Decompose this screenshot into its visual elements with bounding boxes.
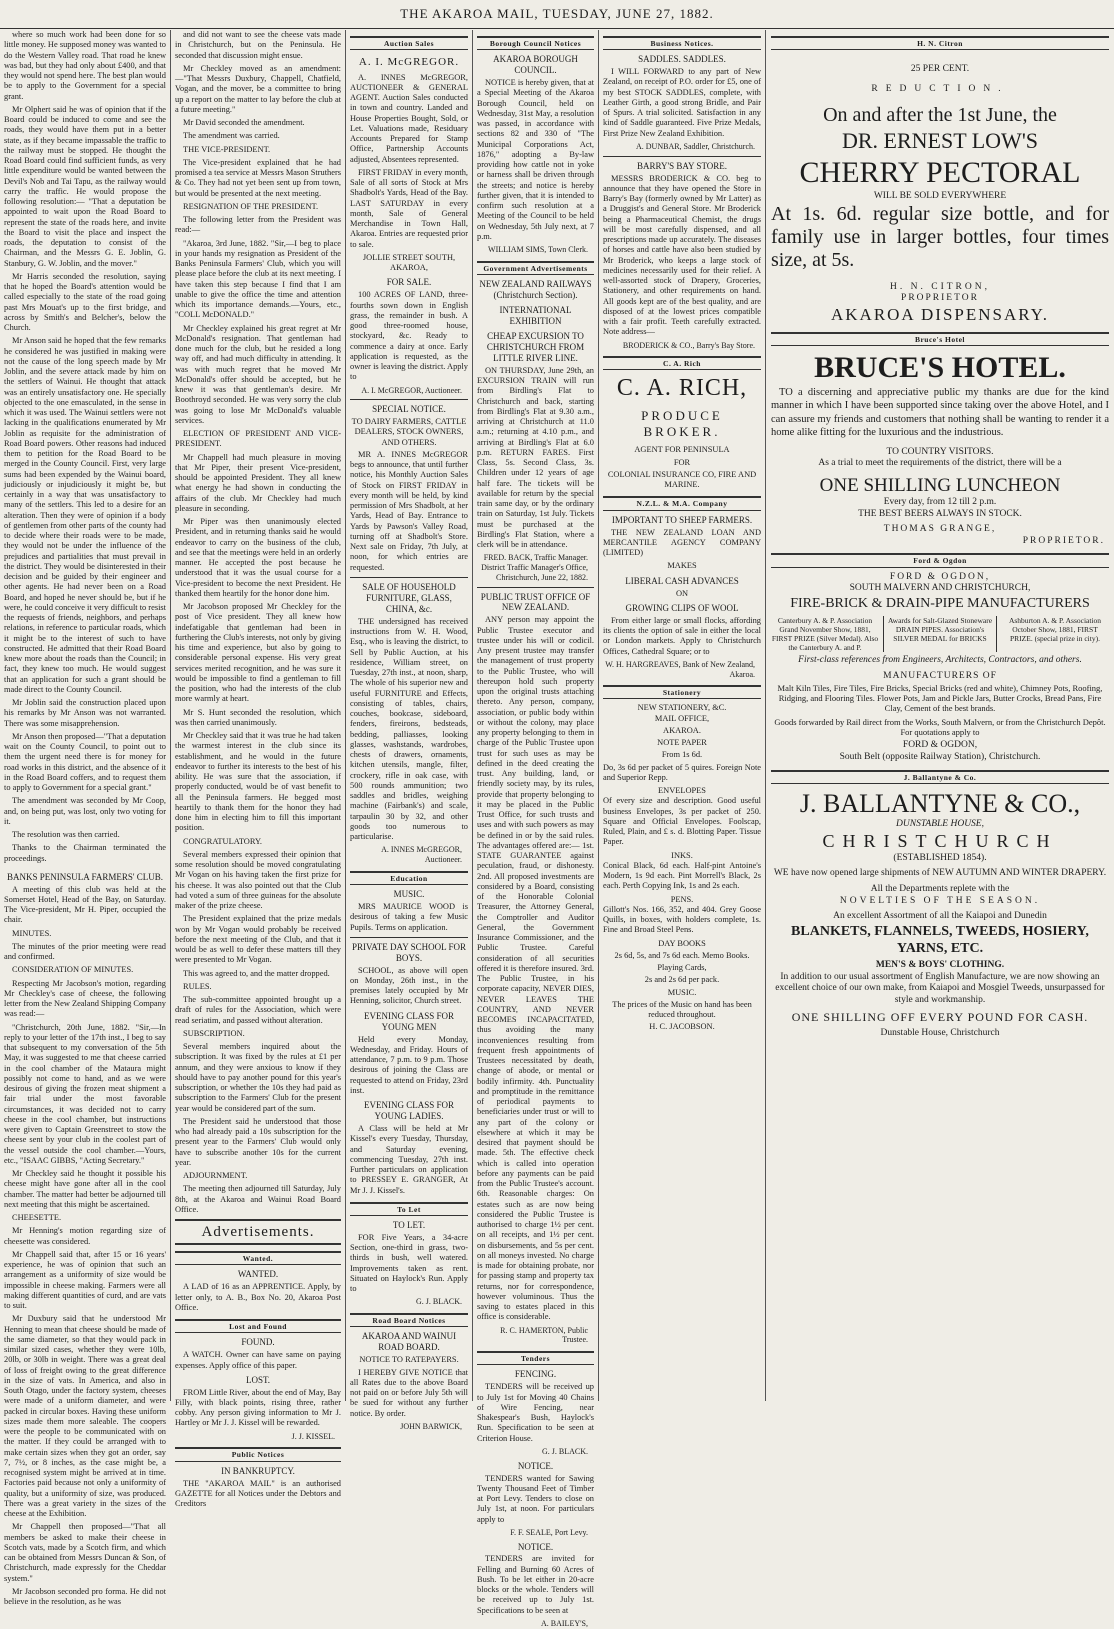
- excellent-text: An excellent Assortment of all the Kaiapoi and Dunedin: [833, 911, 1047, 922]
- article-paragraph: Mr Jacobson seconded pro forma. He did not believe in the resolution, as he was: [4, 1586, 166, 1607]
- cheap-signature: FRED. BACK, Traffic Manager. District Traffic Manager's Office, Christchurch, June 22, 1882.: [481, 553, 588, 582]
- country-heading: TO COUNTRY VISITORS.: [886, 446, 994, 457]
- manufacturers-heading: MANUFACTURERS OF: [883, 670, 997, 681]
- section-auction: Auction Sales: [350, 36, 468, 50]
- section-public-notices: Public Notices: [175, 1447, 341, 1461]
- section-bruce: Bruce's Hotel: [771, 332, 1109, 346]
- evening2-heading: EVENING CLASS FOR YOUNG LADIES.: [363, 1100, 454, 1122]
- article-paragraph: Mr Chappell said that, after 15 or 16 years' experience, he was of opinion that such an arrangement as a uniformity of size would be impossible in cheese making. Farmers were all making different quantities of curd, and are vats to suit.: [4, 1249, 166, 1311]
- inks-text: Conical Black, 6d each. Half-pint Antoine's Modern, 1s 9d each. Pint Morrell's Black, 2s each. Perth Copying Ink, 1s and 2s each.: [603, 860, 761, 891]
- borough-text: NOTICE is hereby given, that at a Special Meeting of the Akaroa Borough Council, held on Wednesday, 31st May, a resolution was passed, in accordance with sections 82 and 330 of "The Municipal Corporations Act, 1876," adopting a By-law providing how cattle not in yoke or harness shall be driven through the streets; and notice is hereby further given, that it is intended to confirm such resolution at a Meeting of the Council to be held on Wednesday, 5th July next, at 7 p.m.: [477, 78, 594, 241]
- masthead: THE AKAROA MAIL, TUESDAY, JUNE 27, 1882.: [0, 0, 1114, 29]
- nzlma-makes: MAKES: [667, 561, 697, 571]
- tolet-text: FOR Five Years, a 34-acre Section, one-third in grass, two-thirds in bush, well watered. Improvements taken as rent. Situated on Haylock's Run. Apply to: [350, 1232, 468, 1294]
- column-2: [175, 30, 341, 1509]
- cherry-pectoral-heading: CHERRY PECTORAL: [799, 155, 1081, 189]
- stationery-heading: NEW STATIONERY, &C.: [637, 703, 727, 713]
- road-heading: AKAROA AND WAINUI ROAD BOARD.: [361, 1331, 457, 1353]
- article-paragraph: Mr Checkley said that it was true he had taken the warmest interest in the club since its establishment, and he would in the future endeavor to further its interests to the best of his ability. He was sure that the association, if properly conducted, would be of vast benefit to all the Peninsula farmers. He begged most heartily to thank them for the honor they had done him in electing him to fill this important position.: [175, 731, 341, 833]
- day-books-heading: DAY BOOKS: [658, 938, 706, 948]
- cheap-text: ON THURSDAY, June 29th, an EXCURSION TRAIN will run from Birdling's Flat to Christchurch and back, starting from Birdling's Flat at 9.30 a.m., arriving at Christchurch at 11.0 a.m.; returning at 4.10 p.m., and arriving at Birdling's Flat at 6.0 p.m. RETURN FARES. First Class, 5s. Second Class, 3s. Children under 12 years of age half fare. The tickets will be available for return by the special train same day, or by the ordinary train on Saturday, 1st July. Tickets must be purchased at the Birdling's Flat Station, where a clerk will be in attendance.: [477, 365, 594, 549]
- rich-heading: C. A. RICH,: [616, 375, 748, 402]
- section-ballantyne: J. Ballantyne & Co.: [771, 770, 1109, 784]
- article-paragraph: This was agreed to, and the matter dropped.: [183, 968, 330, 978]
- mcgregor-heading: A. I. McGREGOR.: [358, 56, 460, 69]
- household-heading: SALE OF HOUSEHOLD FURNITURE, GLASS, CHINA, &c.: [362, 581, 456, 614]
- note-paper-text: Do, 3s 6d per packet of 5 quires. Foreign Note and Superior Repp.: [603, 762, 761, 782]
- evening-heading: EVENING CLASS FOR YOUNG MEN: [363, 1010, 454, 1032]
- article-paragraph: Several members expressed their opinion that some resolution should be moved congratulating Mr Vogan on his having taken the first prize for his cheese. It was also pointed out that the Club had voted a sum of three guineas for the absolute maker of the prize cheese.: [175, 849, 341, 910]
- first-class-text: First-class references from Engineers, Architects, Contractors, and others.: [798, 655, 1082, 666]
- school-heading: PRIVATE DAY SCHOOL FOR BOYS.: [351, 941, 467, 963]
- nzlma-text: THE NEW ZEALAND LOAN AND MERCANTILE AGENCY COMPANY (LIMITED): [603, 527, 761, 558]
- envelopes-heading: ENVELOPES: [658, 786, 706, 796]
- friday-text: FIRST FRIDAY in every month, Sale of all sorts of Stock at Mrs Shadbolt's Yards, Head of the Bay. LAST SATURDAY in every month, Sale of General Merchandise in Town Hall, Akaroa. Entries are requested prior to sale.: [350, 167, 468, 249]
- music-text: MRS MAURICE WOOD is desirous of taking a few Music Pupils. Terms on application.: [350, 902, 468, 932]
- article-paragraph: Mr Chappell had much pleasure in moving that Mr Piper, their present Vice-president, should be appointed President. They all knew what energy he had shown in conducting the affairs of the club. Mr Checkley had much pleasure in seconding.: [175, 452, 341, 513]
- music-heading: MUSIC.: [393, 889, 425, 900]
- article-paragraph: RESIGNATION OF THE PRESIDENT.: [183, 201, 319, 211]
- mens-clothing-heading: MEN'S & BOYS' CLOTHING.: [875, 959, 1005, 970]
- article-paragraph: "Christchurch, 20th June, 1882. "Sir,—In reply to your letter of the 17th inst., I beg to say that subsequent to my conversation of the 5th May, it was suggested to me that cheese carried in the cool chamber of the Mataura might possibly not come to hand, and as we were desirous of giving the frozen meat shipment a fair trial under the most favorable circumstances, it was decided not to carry cheese in the cool chamber, but instructions were given to Captain Greenstreet to stow the cheese sent by your club in the coolest part of the vessel outside the cool chamber.—Yours, etc., "ISAAC GIBBS, "Acting Secretary.": [4, 1022, 166, 1165]
- lost-signature: J. J. KISSEL.: [291, 1431, 335, 1441]
- school-text: SCHOOL, as above will open on Monday, 26th inst., in the premises lately occupied by Mr Henning, solicitor, Church street.: [350, 965, 468, 1006]
- article-paragraph: The minutes of the prior meeting were read and confirmed.: [4, 941, 166, 962]
- article-farmers-club-cont: [175, 30, 341, 1215]
- jacobson-signature: H. C. JACOBSON.: [649, 1022, 715, 1032]
- section-nzlma: N.Z.L. & M.A. Company: [603, 496, 761, 510]
- fencing-heading: FENCING.: [514, 1369, 557, 1380]
- shilling-off-heading: ONE SHILLING OFF EVERY POUND FOR CASH.: [791, 1010, 1089, 1025]
- article-paragraph: The resolution was then carried.: [12, 830, 120, 839]
- article-paragraph: Mr Duxbury said that he understood Mr Henning to mean that cheese should be made of the same diameter, so that they would pack in similar sized cases, whether they were 10lb, 20lb, or 30lb in weight. There was a great deal of loss of freight owing to the great difference in the size of vats. In America, and also in South Otago, under the factory system, cheeses were made of a uniform diameter, and were packed in circular boxes. Having these uniform sizes made them more saleable. The coopers were the people to be communicated with on the matter. If they could be arranged with to make certain sizes when they got an order, say 7, 7½, or 8 inches, as the case might be, a recognised system might be arrived at in time. Factories paid because not only a uniformity of quality, but a uniformity of size, was produced. There was a great variety in the sizes of the cheese at the Exhibition.: [4, 1314, 166, 1519]
- article-paragraph: ADJOURNMENT.: [183, 1171, 248, 1180]
- railway-heading: NEW ZEALAND RAILWAYS (Christchurch Section).: [479, 278, 592, 300]
- section-tenders: Tenders: [477, 1351, 594, 1365]
- bankruptcy-heading: IN BANKRUPTCY.: [221, 1465, 295, 1476]
- column-6: [771, 30, 1109, 1401]
- intl-heading: INTERNATIONAL EXHIBITION: [499, 304, 572, 326]
- music-text: The prices of the Music on hand has been reduced throughout.: [612, 999, 752, 1020]
- award-left: Canterbury A. & P. Association Grand November Show, 1881, FIRST PRIZE (Silver Medal). Also the Canterbury A. and P.: [771, 615, 879, 653]
- dunstable-bottom-heading: Dunstable House, Christchurch: [880, 1027, 1000, 1038]
- divider: [477, 587, 594, 588]
- mens-clothing-text: In addition to our usual assortment of English Manufacture, we are now showing an excellent choice of our own make, from Kaiapoi and Mosgiel Tweeds, unsurpassed for style and workmanship.: [775, 971, 1105, 1005]
- article-paragraph: SUBSCRIPTION.: [183, 1028, 245, 1038]
- established-text: (ESTABLISHED 1854).: [893, 852, 987, 863]
- column-rule: [765, 30, 766, 1401]
- ford-heading: FORD & OGDON,: [889, 571, 991, 582]
- notice2-heading: NOTICE.: [517, 1541, 554, 1552]
- note-paper-price: From 1s 6d.: [661, 750, 703, 760]
- notice-text: TENDERS wanted for Sawing Twenty Thousand Feet of Timber at Port Levy. Tenders to close on July 1st, at noon. For particulars apply to: [477, 1473, 594, 1524]
- country-text: As a trial to meet the requirements of the district, there will be a: [818, 458, 1062, 469]
- article-paragraph: The sub-committee appointed brought up a draft of rules for the Association, which were read seriatim, and passed without alteration.: [175, 995, 341, 1025]
- section-borough: Borough Council Notices: [477, 36, 594, 50]
- saddles-heading: SADDLES. SADDLES.: [638, 54, 726, 65]
- nzlma-wool: GROWING CLIPS OF WOOL: [625, 602, 739, 613]
- divider: [603, 156, 761, 157]
- saddles-signature: A. DUNBAR, Saddler, Christchurch.: [636, 141, 755, 151]
- article-paragraph: Thanks to the Chairman terminated the proceedings.: [4, 843, 166, 863]
- section-road-board: Road Board Notices: [350, 1313, 468, 1327]
- novelties-heading: NOVELTIES OF THE SEASON.: [839, 895, 1041, 906]
- section-to-let: To Let: [350, 1202, 468, 1216]
- article-paragraph: "Akaroa, 3rd June, 1882. "Sir,—I beg to place in your hands my resignation as President of the Banks Peninsula Farmers' Club, which you will please place before the club at its next meeting. I have taken this step because I find that I am unable to give the office the time and attention which its importance demands.—Yours, etc., "COLL McDONALD.": [175, 238, 341, 320]
- article-paragraph: and did not want to see the cheese vats made in Christchurch, but on the Peninsula. He seconded that discussion might ensue.: [175, 30, 341, 60]
- mail-office-location: AKAROA.: [663, 725, 701, 735]
- article-paragraph: Mr S. Hunt seconded the resolution, which was then carried unanimously.: [175, 707, 341, 727]
- household-text: THE undersigned has received instructions from W. H. Wood, Esq., who is leaving the district, to Sell by Public Auction, at his residence, William street, on Tuesday, 27th inst., at noon, sharp, The whole of his superior new and useful FURNITURE and Effects, consisting of tables, chairs, couches, bookcase, sideboard, fenders, fireirons, bedsteads, bedding, palliasses, looking glasses, washstands, wardrobes, chests of drawers, ornaments, kitchen utensils, mangle, filter, crockery, rifle in oak case, with 500 rounds ammunition; two saddles and bridles, weighing machine (Fairbank's) and scale, tarpaulin 30 by 32, and other goods too numerous to particularise.: [350, 616, 468, 842]
- will-be-sold-text: WILL BE SOLD EVERYWHERE: [873, 191, 1007, 202]
- rich-for: FOR: [673, 457, 691, 467]
- on-after-text: On and after the 1st June, the: [823, 104, 1057, 127]
- article-paragraph: where so much work had been done for so little money. He supposed money was wanted to do the Western Valley road. That road he knew was bad, but they had only about £400, and that they would not spend here. The best plan would be to apply to the Government for a special grant.: [4, 30, 166, 101]
- column-5: [603, 30, 761, 1401]
- special-heading: SPECIAL NOTICE.: [372, 404, 446, 415]
- lost-heading: LOST.: [245, 1374, 271, 1385]
- notice-signature: F. F. SEALE, Port Levy.: [510, 1527, 588, 1537]
- bruce-text: TO a discerning and appreciative public my thanks are due for the kind manner in which I have been supported since taking over the above Hotel, and I can assure my friends and customers that nothing shall be wanting to render it a home alike fitting for the luxurious and the industrious.: [771, 387, 1109, 438]
- rich-insurance: COLONIAL INSURANCE CO, FIRE AND MARINE.: [607, 469, 757, 490]
- fencing-text: TENDERS will be received up to July 1st for Moving 40 Chains of Wire Fencing, near Shakespear's Bush, Haylock's Run. Specification to be seen at Criterion House.: [477, 1382, 594, 1443]
- manufacturers-text: Malt Kiln Tiles, Fire Tiles, Fire Bricks, Special Bricks (red and white), Chimney Pots, Roofing, Ridging, and Flooring Tiles. Flower Pots, Jam and Pickle Jars, Butter Crocks, Bread Pans, Fire Clay, Cement of the best brands.: [777, 682, 1103, 714]
- luncheon-heading: ONE SHILLING LUNCHEON: [819, 474, 1061, 496]
- article-paragraph: Mr Checkley moved as an amendment:—"That Messrs Duxbury, Chappell, Chatfield, Vogan, and the mover, be a committee to bring up a report on the matter to lay before the club at a future meeting.": [175, 63, 341, 114]
- nzlma-text2: From either large or small flocks, affording its clients the option of sale in either the local or London markets. Apply to Christchurch Offices, Cathedral Square; or to: [603, 615, 761, 656]
- article-paragraph: Mr Checkley explained his great regret at Mr McDonald's resignation. That gentleman had done much for the club, but he resided a long way off, and had much difficulty in attending. It was with much regret that he moved Mr McDonald's offer should be accepted, but he knew it was that gentleman's desire. Mr Boothroyd seconded. He was very sorry the club was going to lose Mr McDonald's valuable services.: [175, 323, 341, 425]
- article-paragraph: The amendment was carried.: [183, 131, 280, 141]
- reduction-heading: REDUCTION.: [871, 83, 1009, 94]
- article-paragraph: The President said he understood that those who had already paid a 10s subscription for the present year to the Farmers' Club would only have to subscribe another 10s for the current year.: [175, 1116, 341, 1167]
- barry-signature: BRODERICK & CO., Barry's Bay Store.: [622, 340, 755, 350]
- section-wanted: Wanted.: [175, 1251, 341, 1265]
- article-paragraph: Mr Jacobson proposed Mr Checkley for the post of Vice president. They all knew how indefatigable that gentleman had been in furthering the Club's interests, not only by giving his time and experience, but also by going to considerable personal expense. His very great services merited recognition, and he was sure it would be impossible to find a gentleman to fill the position, who had the interests of the club more warmly at heart.: [175, 602, 341, 704]
- rich-agent: AGENT FOR PENINSULA: [634, 445, 730, 455]
- blankets-heading: BLANKETS, FLANNELS, TWEEDS, HOSIERY, YARNS, ETC.: [791, 923, 1089, 956]
- trust-heading: PUBLIC TRUST OFFICE OF NEW ZEALAND.: [480, 591, 591, 613]
- divider: [350, 937, 468, 938]
- column-rule: [345, 30, 346, 1401]
- notice-heading: NOTICE.: [517, 1460, 554, 1471]
- article-farmers-club: [4, 885, 166, 1608]
- article-paragraph: THE VICE-PRESIDENT.: [183, 144, 271, 154]
- goods-text: Goods forwarded by Rail direct from the Works, South Malvern, or from the Christchurch Depôt. For quotations apply to: [774, 716, 1106, 737]
- citron-proprietor: PROPRIETOR: [901, 293, 979, 304]
- christchurch-heading: CHRISTCHURCH: [822, 830, 1058, 851]
- lost-text: FROM Little River, about the end of May, Bay Filly, with black points, rising three, rather cobby. Any person giving information to Mr J. Hartley or Mr J. J. Kissel will be rewarded.: [175, 1387, 341, 1428]
- article-paragraph: Mr Olphert said he was of opinion that if the Board could be induced to come and see the roads, they would have them put in a better state, as if they became impassable the traffic to the railway must be stopped. He thought the Road Board could find sufficient funds, as very little expenditure would be wanted between the Devil's Nob and Tai Tapu, as the railway would carry the traffic. He would propose the following resolution:— "That a deputation be appointed to wait upon the Road Board to represent the state of the roads here, and invite the Board to visit the place and inspect the roads, the deputation to consist of the Chairman, and the Messrs G. E. Joblin, G. Stanbury, G. W. Joblin, and the mover.": [4, 104, 166, 268]
- rich-subheading: PRODUCE BROKER.: [641, 407, 723, 439]
- household-signature: A. INNES McGREGOR, Auctioneer.: [381, 845, 462, 865]
- music-heading: MUSIC.: [667, 987, 697, 997]
- inks-heading: INKS.: [671, 850, 693, 860]
- barry-heading: BARRY'S BAY STORE.: [636, 160, 728, 171]
- fencing-signature: G. J. BLACK.: [541, 1446, 588, 1456]
- article-paragraph: Mr Chappell then proposed—"That all members be asked to make their cheese in Scotch vats, made by a Scotch firm, and which can be obtained from Messrs Duncan & Son, of Christchurch, made expressly for the Cheddar system.": [4, 1522, 166, 1583]
- article-paragraph: Respecting Mr Jacobson's motion, regarding Mr Checkley's case of cheese, the following letter from the New Zealand Shipping Company was read:—: [4, 978, 166, 1019]
- article-paragraph: CHEESETTE.: [12, 1213, 62, 1223]
- evening-text: Held every Monday, Wednesday, and Friday. Hours of attendance, 7 p.m. to 9 p.m. Those desirous of joining the Class are requested to attend on Friday, 23rd inst.: [350, 1034, 468, 1095]
- section-business: Business Notices.: [603, 36, 761, 50]
- award-mid: Awards for Salt-Glazed Stoneware DRAIN PIPES. Association's SILVER MEDAL for BRICKS: [883, 616, 997, 653]
- article-paragraph: The President explained that the prize medals won by Mr Vogan would probably be received before the next meeting of the Club, and that it would be as well to defer these matters till they were presented to Mr Vogan.: [175, 914, 341, 965]
- mcgregor-address: JOLLIE STREET SOUTH, AKAROA,: [362, 252, 456, 273]
- pens-heading: PENS.: [670, 894, 694, 904]
- article-paragraph: CONSIDERATION OF MINUTES.: [12, 965, 134, 975]
- column-3: [350, 30, 468, 1431]
- nzlma-signature: W. H. HARGREAVES, Bank of New Zealand, Akaroa.: [605, 659, 755, 679]
- ford-manufacturers: FIRE-BRICK & DRAIN-PIPE MANUFACTURERS: [790, 595, 1090, 611]
- bruce-heading: BRUCE'S HOTEL.: [814, 350, 1066, 384]
- grange-proprietor: PROPRIETOR.: [1022, 535, 1105, 546]
- trust-text: ANY person may appoint the Public Trustee executor and trustee under his will or codicil. Any present trustee may transfer the management of trust property to the Public Trustee, who will thereupon hold such property upon the original trusts attaching thereto. Any person, company, association, or public body within or without the colony, may place any property belonging to them in charge of the Public Trustee upon trust for such uses as may be defined in the deed creating the trust. Any building, land, or friendly society may, by its rules, provide that property belonging to it may be placed in the Public Trust Office, for such trusts and uses and with such powers as may be defined in or by the said rules. The advantages offered are:— 1st. STATE GUARANTEE against peculation, fraud, or dishonesty. 2nd. All proposed investments are considered by a Board, consisting of the Honorable Colonial Treasurer, the Attorney General, the Comptroller and Auditor General, the Government Insurance Commissioner, and the Public Trustee. Careful consideration of all securities offered it is therefore insured. 3rd. The Public Trustee, in his corporate capacity, NEVER DIES, NEVER LEAVES THE COUNTRY, AND NEVER BECOMES INCAPACITATED, thus avoiding the many inconveniences resulting from frequent fresh appointments of Trustees necessitated by death, change of abode, or mental or bodily infirmity. 4th. Punctuality and promptitude in the remittance of periodical payments to beneficiaries under trust or will to any part of the colony or elsewhere at which it may be desired that payment should be made. 5th. The effective check which is called into operation before any payments can be paid from the Public Trustee's account. 6th. Reasonable charges: On estates such as are now being considered the Public Trustee is authorised to charge 1½ per cent. on all receipts, and 1½ per cent. on disbursements, and 5s per cent. on all moneys invested. No charge is made for obtaining probate, nor for passing stamp and property tax returns, nor for correspondence, however voluminous. Thus the saving to estates placed in this office is considerable.: [477, 615, 594, 1322]
- mail-office-heading: MAIL OFFICE,: [654, 713, 710, 723]
- road-text: I HEREBY GIVE NOTICE that all Rates due to the above Board not paid on or before July 5th will be sued for without any further notice. By order.: [350, 1367, 468, 1418]
- road-signature: JOHN BARWICK,: [400, 1421, 462, 1431]
- article-paragraph: Mr Henning's motion regarding size of cheesette was considered.: [4, 1226, 166, 1246]
- evening2-text: A Class will be held at Mr Kissel's every Tuesday, Thursday, and Saturday evening, commencing Tuesday, 27th inst. Further particulars on application to PRESSEY E. GRANGER, At Mr J. J. Kissel's.: [350, 1124, 468, 1195]
- section-ford: Ford & Ogdon: [771, 553, 1109, 567]
- article-paragraph: CONGRATULATORY.: [183, 836, 263, 846]
- ballantyne-heading: J. BALLANTYNE & CO.,: [799, 788, 1081, 818]
- column-rule: [598, 30, 599, 1401]
- article-paragraph: The following letter from the President was read:—: [175, 215, 341, 235]
- column-rule: [170, 30, 171, 1401]
- barry-text: MESSRS BRODERICK & CO. beg to announce that they have opened the Store in Barry's Bay (formerly owned by Mr Latter) as a Druggist's and General Store. Mr Broderick being a Pharmaceutical Chemist, the drugs will be most carefully dispensed, and all prescriptions made up accurately. The diseases of horses and cattle have also been studied by Mr Broderick, who keeps a large stock of medicines necessarily used for their relief. A well-assorted stock of Drapery, Groceries, Stationery, and other requirements on hand. All goods kept are of the best quality, and are disposed of at the lowest prices compatible with a fair profit. Teeth carefully extracted. Note address—: [603, 173, 761, 337]
- cheap-heading: CHEAP EXCURSION TO CHRISTCHURCH FROM LITTLE RIVER LINE.: [486, 330, 585, 363]
- column-1: [4, 30, 166, 1607]
- article-paragraph: RULES.: [183, 981, 212, 991]
- section-lost-found: Lost and Found: [175, 1319, 341, 1333]
- note-paper-heading: NOTE PAPER: [657, 738, 707, 748]
- advertisements-heading: Advertisements.: [175, 1219, 341, 1245]
- article-paragraph: Mr Anson then proposed—"That a deputation wait on the County Council, to point out to them the urgent need there is for money for road works in this district, and the absence of it in the Road Board coffers, and to request them to apply to Government for a special grant.": [4, 731, 166, 792]
- article-paragraph: ELECTION OF PRESIDENT AND VICE-PRESIDENT.: [175, 429, 341, 449]
- price-text: At 1s. 6d. regular size bottle, and for family use in larger bottles, four times size, at 5s.: [771, 202, 1109, 271]
- citron-name: H. N. CITRON,: [890, 281, 990, 292]
- nzlma-advances: LIBERAL CASH ADVANCES: [625, 575, 739, 586]
- borough-heading: AKAROA BOROUGH COUNCIL.: [493, 54, 578, 76]
- section-education: Education: [350, 871, 468, 885]
- found-text: A WATCH. Owner can have same on paying expenses. Apply office of this paper.: [175, 1350, 341, 1370]
- article-paragraph: The meeting then adjourned till Saturday, July 8th, at the Akaroa and Wainui Road Board Office.: [175, 1184, 341, 1214]
- road-subheading: NOTICE TO RATEPAYERS.: [359, 1355, 459, 1365]
- column-4: [477, 30, 594, 1628]
- special-subheading: TO DAIRY FARMERS, CATTLE DEALERS, STOCK OWNERS, AND OTHERS.: [351, 417, 467, 447]
- divider: [350, 577, 468, 578]
- nzlma-on: ON: [675, 588, 689, 598]
- article-paragraph: Mr Checkley said he thought it possible his cheese might have gone after all in the cool chamber. The matter had better be adjourned till next meeting that this might be ascertained.: [4, 1169, 166, 1209]
- section-citron: H. N. Citron: [771, 36, 1109, 50]
- dunstable-heading: DUNSTABLE HOUSE,: [896, 819, 984, 830]
- award-right: Ashburton A. & P. Association October Show, 1881, FIRST PRIZE. (special prize in city).: [1008, 615, 1102, 644]
- day-books-text: 2s 6d, 5s, and 7s 6d each. Memo Books.: [614, 950, 750, 960]
- article-paragraph: Several members inquired about the subscription. It was fixed by the rules at £1 per annum, and they were anxious to know if they should have to pay another pound for this year's subscription, or whether the 10s they had paid as subscription to the Farmers' Club for the present year would be considered part of the sum.: [175, 1042, 341, 1113]
- article-paragraph: MINUTES.: [12, 928, 52, 938]
- forsale-signature: A. I. McGREGOR, Auctioneer.: [361, 385, 462, 395]
- tolet-signature: G. J. BLACK.: [415, 1297, 462, 1307]
- borough-signature: WILLIAM SIMS, Town Clerk.: [488, 245, 588, 255]
- ford-awards: [771, 616, 1109, 653]
- article-paragraph: The Vice-president explained that he had promised a tea service at Messrs Mason Struthers & Co. They had not yet been sent up from town, but would be presented at the next meeting.: [175, 157, 341, 198]
- nzlma-heading: IMPORTANT TO SHEEP FARMERS.: [611, 514, 753, 525]
- found-heading: FOUND.: [241, 1337, 275, 1348]
- article-paragraph: Mr Joblin said the construction placed upon his remarks by Mr Anson was not warranted. There was some misapprehension.: [4, 698, 166, 728]
- wanted-heading: WANTED.: [237, 1269, 279, 1280]
- beers-text: THE BEST BEERS ALWAYS IN STOCK.: [858, 508, 1022, 519]
- club-title: BANKS PENINSULA FARMERS' CLUB.: [7, 871, 163, 882]
- departments-text: All the Departments replete with the: [870, 884, 1010, 895]
- tolet-heading: TO LET.: [392, 1219, 426, 1230]
- divider: [350, 399, 468, 400]
- ballantyne-text: WE have now opened large shipments of NEW AUTUMN AND WINTER DRAPERY.: [773, 868, 1107, 879]
- article-paragraph: Mr David seconded the amendment.: [183, 118, 305, 127]
- forsale-heading: FOR SALE.: [386, 277, 432, 288]
- trust-signature: R. C. HAMERTON, Public Trustee.: [500, 1325, 588, 1345]
- forsale-text: 100 ACRES OF LAND, three-fourths sown down in English grass, the remainder in bush. A good three-roomed house, stockyard, &c. Ready to commence a dairy at once. Early application is requested, as the owner is leaving the district. Apply to: [350, 290, 468, 382]
- ford-location: SOUTH MALVERN AND CHRISTCHURCH,: [849, 583, 1031, 594]
- citron-dispensary: AKAROA DISPENSARY.: [830, 304, 1049, 324]
- pens-text: Gillott's Nos. 166, 352, and 404. Grey Goose Quills, in boxes, with holders complete, 1s. Fine and Broad Steel Pens.: [603, 904, 761, 935]
- section-stationery: Stationery: [603, 685, 761, 699]
- lunch-time: Every day, from 12 till 2 p.m.: [883, 497, 997, 508]
- grange-name: THOMAS GRANGE,: [883, 524, 997, 535]
- playing-cards-text: 2s and 2s 6d per pack.: [644, 975, 720, 985]
- article-paragraph: The amendment was seconded by Mr Coop, and, on being put, was lost, only two voting for it.: [4, 796, 166, 826]
- section-government: Government Advertisements: [477, 261, 594, 275]
- article-road-board: [4, 30, 166, 864]
- article-paragraph: A meeting of this club was held at the Somerset Hotel, Head of the Bay, on Saturday. The Vice-president, Mr H. Piper, occupied the chair.: [4, 884, 166, 925]
- ford-address: South Belt (opposite Railway Station), Christchurch.: [839, 751, 1041, 762]
- playing-cards-heading: Playing Cards,: [657, 963, 707, 973]
- section-rich: C. A. Rich: [603, 356, 761, 370]
- article-paragraph: Mr Harris seconded the resolution, saying that he hoped the Board's attention would be called especially to the state of the road going past Mrs Mouat's up to the first bridge, and across by Smith's and Belcher's, below the Church.: [4, 271, 166, 332]
- per-cent-heading: 25 PER CENT.: [910, 64, 970, 75]
- special-text: MR A. INNES McGREGOR begs to announce, that until further notice, his Monthly Auction Sales of Stock on FIRST FRIDAY in every month will be held, by kind permission of Mrs Shadbolt, at her Yards, Head of Bay. Entrance to Yards by Pawson's Valley Road, turning off at Shadbolt's Store. Next sale on Friday, 7th July, at noon, for which entries are requested.: [350, 449, 468, 572]
- notice2-signature: A. BAILEY'S,: [541, 1618, 588, 1628]
- bankruptcy-text: THE "AKAROA MAIL" is an authorised GAZETTE for all Notices under the Debtors and Creditors: [175, 1478, 341, 1509]
- mcgregor-text: A. INNES McGREGOR, AUCTIONEER & GENERAL AGENT. Auction Sales conducted in town and country. Landed and House Properties Bought, Sold, or Let. Valuations made, Residuary Accounts Prepared for Stamp Office, Partnership Accounts adjusted, Absentees represented.: [350, 72, 468, 164]
- envelopes-text: Of every size and description. Good useful business Envelopes, 3s per packet of 250. Square and Official Envelopes. Foolscap, Ruled, Plain, and £ s. d. Blotting Paper. Tissue Paper.: [603, 796, 761, 847]
- notice2-text: TENDERS are invited for Felling and Burning 60 Acres of Bush. To be let either in 20-acre blocks or the whole. Tenders will be received up to July 1st. Specifications to be seen at: [477, 1554, 594, 1615]
- article-paragraph: Mr Piper was then unanimously elected President, and in returning thanks said he would endeavor to carry on the business of the club, and see that the meetings were held in an orderly manner. He accepted the post because he understood that it was the usual course for a Vice-president to become the next President. He thanked them heartily for the honor done him.: [175, 517, 341, 598]
- saddles-text: I WILL FORWARD to any part of New Zealand, on receipt of P.O. order for £5, one of my best STOCK SADDLES, complete, with Leather Girth, a good strong Bridle, and Pair of Spurs. A trial solicited. Satisfaction in any kind of Saddle guaranteed. Five Prize Medals, First Prize New Zealand Exhibition.: [603, 67, 761, 138]
- ford-signature: FORD & OGDON,: [902, 740, 978, 751]
- column-rule: [472, 30, 473, 1401]
- wanted-text: A LAD of 16 as an APPRENTICE. Apply, by letter only, to A. B., Box No. 20, Akaroa Post Office.: [175, 1282, 341, 1312]
- article-paragraph: Mr Anson said he hoped that the few remarks he considered he was justified in making were not the cause of the long speech made by Mr Joblin, and the severe attack made by him on the settlers of Wainui. He thought that attack was an entirely unsatisfactory one. He specially objected to the one emasculated, in the sense in which it was used. The Wainui settlers were not lacking in the qualifications enumerated by Mr Joblin as requisite for the administration of Road Board powers. Other reasons had induced them to petition for the Road Board to be merged in the County Council. First, very large sums had been expended by the Wainui board, judiciously or injudiciously it might be, but certainly in a way that was unsatisfactory to many of the settlers. This led to a desire for an alteration. Then they were of opinion if a body of gentlemen from other parts of the county had to decide where their roads were to be made, they would not be under the influence of the prejudices and partialities that must prevail in the district. They would be disinterested in their decision and be guided by their engineer and other agents. He had never been on a Road Board, and hoped he never should be, but if he were, he could conceive it very difficult to resist the requests of friends, neighbors, and perhaps relations, in reference to particular roads, which it might be to the interest of such to have constructed. He admitted that their Road Board knew more about the roads than the Council; in fact, they knew too much. He would suggest that an application for such a grant should be made direct to the County Council.: [4, 336, 166, 694]
- dr-low-heading: DR. ERNEST LOW'S: [841, 127, 1039, 153]
